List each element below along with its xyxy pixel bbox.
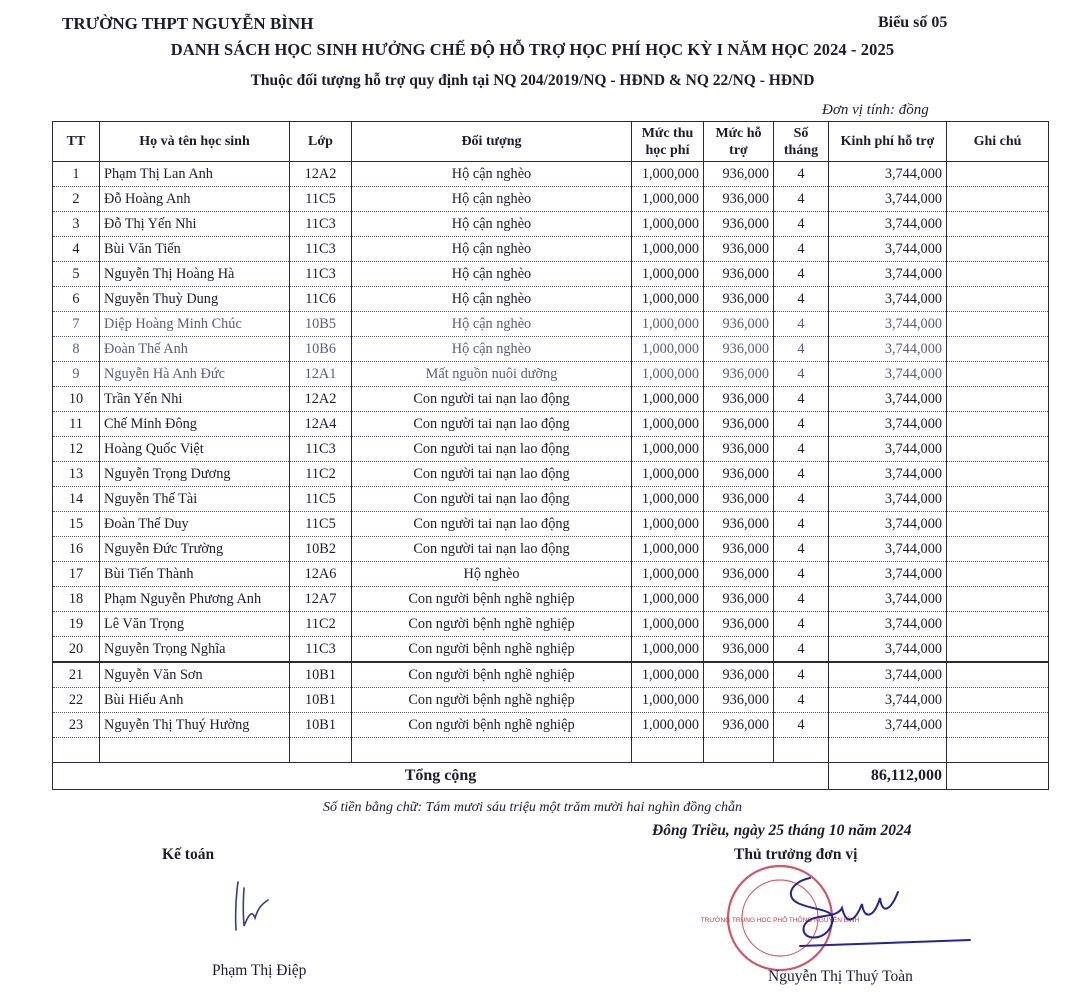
cell-amount: 3,744,000 bbox=[829, 713, 947, 738]
cell-name: Đỗ Hoàng Anh bbox=[100, 187, 290, 212]
cell-category: Hộ cận nghèo bbox=[352, 187, 632, 212]
total-note bbox=[947, 763, 1049, 790]
cell-amount: 3,744,000 bbox=[829, 562, 947, 587]
table-row bbox=[53, 713, 1049, 738]
cell-tt: 19 bbox=[53, 612, 100, 637]
student-support-table bbox=[52, 121, 1049, 790]
cell-fee: 1,000,000 bbox=[632, 162, 704, 187]
cell-months: 4 bbox=[774, 412, 829, 437]
cell-months: 4 bbox=[774, 312, 829, 337]
cell-name: Chế Minh Đông bbox=[100, 412, 290, 437]
cell-note bbox=[947, 362, 1049, 387]
cell-support: 936,000 bbox=[704, 562, 774, 587]
cell-fee: 1,000,000 bbox=[632, 713, 704, 738]
cell-category: Con người tai nạn lao động bbox=[352, 412, 632, 437]
cell-name: Bùi Tiến Thành bbox=[100, 562, 290, 587]
cell-fee: 1,000,000 bbox=[632, 337, 704, 362]
cell-fee: 1,000,000 bbox=[632, 312, 704, 337]
cell-class: 10B1 bbox=[290, 713, 352, 738]
cell-support: 936,000 bbox=[704, 537, 774, 562]
cell-support: 936,000 bbox=[704, 662, 774, 688]
cell-class: 12A2 bbox=[290, 387, 352, 412]
cell-fee: 1,000,000 bbox=[632, 512, 704, 537]
cell-tt: 18 bbox=[53, 587, 100, 612]
cell-amount: 3,744,000 bbox=[829, 337, 947, 362]
cell-tt: 3 bbox=[53, 212, 100, 237]
cell-support: 936,000 bbox=[704, 437, 774, 462]
table-row bbox=[53, 362, 1049, 387]
cell-name: Nguyễn Thế Tài bbox=[100, 487, 290, 512]
school-name: TRƯỜNG THPT NGUYỄN BÌNH bbox=[62, 14, 314, 33]
cell-note bbox=[947, 688, 1049, 713]
stamp-text: TRƯỜNG TRUNG HỌC PHỔ THÔNG NGUYỄN BÌNH bbox=[700, 917, 860, 924]
cell-support: 936,000 bbox=[704, 612, 774, 637]
cell-class: 10B1 bbox=[290, 662, 352, 688]
cell-months: 4 bbox=[774, 237, 829, 262]
header-note: Ghi chú bbox=[947, 122, 1049, 162]
cell-tt: 11 bbox=[53, 412, 100, 437]
cell-support: 936,000 bbox=[704, 587, 774, 612]
table-row bbox=[53, 487, 1049, 512]
cell-amount: 3,744,000 bbox=[829, 662, 947, 688]
cell-tt: 2 bbox=[53, 187, 100, 212]
cell-fee: 1,000,000 bbox=[632, 462, 704, 487]
cell-category: Mất nguồn nuôi dưỡng bbox=[352, 362, 632, 387]
cell-amount: 3,744,000 bbox=[829, 537, 947, 562]
empty-cell bbox=[352, 738, 632, 763]
cell-category: Hộ cận nghèo bbox=[352, 262, 632, 287]
cell-name: Nguyễn Thị Thuý Hường bbox=[100, 713, 290, 738]
cell-note bbox=[947, 512, 1049, 537]
cell-class: 11C3 bbox=[290, 637, 352, 663]
cell-category: Con người bệnh nghề nghiệp bbox=[352, 612, 632, 637]
head-name: Nguyễn Thị Thuý Toàn bbox=[768, 968, 913, 985]
cell-name: Phạm Thị Lan Anh bbox=[100, 162, 290, 187]
table-row bbox=[53, 537, 1049, 562]
cell-fee: 1,000,000 bbox=[632, 212, 704, 237]
cell-months: 4 bbox=[774, 387, 829, 412]
cell-note bbox=[947, 187, 1049, 212]
cell-months: 4 bbox=[774, 562, 829, 587]
cell-category: Con người bệnh nghề nghiệp bbox=[352, 637, 632, 663]
currency-unit: Đơn vị tính: đồng bbox=[822, 102, 929, 118]
cell-support: 936,000 bbox=[704, 212, 774, 237]
table-row bbox=[53, 312, 1049, 337]
cell-name: Hoàng Quốc Việt bbox=[100, 437, 290, 462]
date-line: Đông Triều, ngày 25 tháng 10 năm 2024 bbox=[652, 822, 912, 839]
cell-name: Phạm Nguyễn Phương Anh bbox=[100, 587, 290, 612]
header-tt: TT bbox=[53, 122, 100, 162]
cell-note bbox=[947, 537, 1049, 562]
cell-support: 936,000 bbox=[704, 262, 774, 287]
table-row bbox=[53, 512, 1049, 537]
cell-name: Lê Văn Trọng bbox=[100, 612, 290, 637]
cell-category: Con người tai nạn lao động bbox=[352, 387, 632, 412]
cell-fee: 1,000,000 bbox=[632, 537, 704, 562]
head-signature-icon bbox=[770, 868, 980, 958]
cell-amount: 3,744,000 bbox=[829, 412, 947, 437]
cell-category: Hộ cận nghèo bbox=[352, 212, 632, 237]
cell-amount: 3,744,000 bbox=[829, 587, 947, 612]
cell-fee: 1,000,000 bbox=[632, 562, 704, 587]
cell-class: 12A6 bbox=[290, 562, 352, 587]
cell-category: Hộ cận nghèo bbox=[352, 337, 632, 362]
cell-fee: 1,000,000 bbox=[632, 688, 704, 713]
cell-category: Con người tai nạn lao động bbox=[352, 437, 632, 462]
cell-months: 4 bbox=[774, 537, 829, 562]
cell-class: 10B6 bbox=[290, 337, 352, 362]
cell-class: 11C3 bbox=[290, 262, 352, 287]
cell-months: 4 bbox=[774, 437, 829, 462]
cell-note bbox=[947, 562, 1049, 587]
table-row bbox=[53, 462, 1049, 487]
cell-tt: 4 bbox=[53, 237, 100, 262]
cell-note bbox=[947, 462, 1049, 487]
cell-tt: 1 bbox=[53, 162, 100, 187]
cell-amount: 3,744,000 bbox=[829, 487, 947, 512]
cell-amount: 3,744,000 bbox=[829, 512, 947, 537]
empty-cell bbox=[100, 738, 290, 763]
empty-cell bbox=[632, 738, 704, 763]
empty-cell bbox=[53, 738, 100, 763]
table-row bbox=[53, 262, 1049, 287]
cell-note bbox=[947, 713, 1049, 738]
cell-months: 4 bbox=[774, 512, 829, 537]
cell-note bbox=[947, 587, 1049, 612]
cell-amount: 3,744,000 bbox=[829, 462, 947, 487]
cell-class: 11C5 bbox=[290, 187, 352, 212]
cell-months: 4 bbox=[774, 462, 829, 487]
cell-tt: 16 bbox=[53, 537, 100, 562]
cell-amount: 3,744,000 bbox=[829, 187, 947, 212]
cell-tt: 20 bbox=[53, 637, 100, 663]
cell-tt: 22 bbox=[53, 688, 100, 713]
cell-amount: 3,744,000 bbox=[829, 262, 947, 287]
cell-amount: 3,744,000 bbox=[829, 688, 947, 713]
cell-tt: 7 bbox=[53, 312, 100, 337]
cell-category: Con người tai nạn lao động bbox=[352, 487, 632, 512]
cell-note bbox=[947, 487, 1049, 512]
header-fee: Mức thu học phí bbox=[632, 122, 704, 162]
cell-support: 936,000 bbox=[704, 337, 774, 362]
cell-support: 936,000 bbox=[704, 237, 774, 262]
header-class: Lớp bbox=[290, 122, 352, 162]
cell-tt: 14 bbox=[53, 487, 100, 512]
cell-fee: 1,000,000 bbox=[632, 412, 704, 437]
cell-fee: 1,000,000 bbox=[632, 587, 704, 612]
cell-months: 4 bbox=[774, 362, 829, 387]
cell-fee: 1,000,000 bbox=[632, 637, 704, 663]
cell-tt: 10 bbox=[53, 387, 100, 412]
cell-amount: 3,744,000 bbox=[829, 162, 947, 187]
cell-category: Hộ nghèo bbox=[352, 562, 632, 587]
cell-name: Đoàn Thế Anh bbox=[100, 337, 290, 362]
cell-tt: 15 bbox=[53, 512, 100, 537]
cell-months: 4 bbox=[774, 212, 829, 237]
cell-name: Nguyễn Trọng Nghĩa bbox=[100, 637, 290, 663]
form-number: Biểu số 05 bbox=[878, 14, 948, 31]
cell-fee: 1,000,000 bbox=[632, 237, 704, 262]
header-support: Mức hỗ trợ bbox=[704, 122, 774, 162]
header-amount: Kinh phí hỗ trợ bbox=[829, 122, 947, 162]
cell-class: 11C5 bbox=[290, 487, 352, 512]
cell-support: 936,000 bbox=[704, 412, 774, 437]
cell-class: 12A7 bbox=[290, 587, 352, 612]
cell-note bbox=[947, 437, 1049, 462]
cell-note bbox=[947, 312, 1049, 337]
cell-tt: 5 bbox=[53, 262, 100, 287]
cell-name: Nguyễn Văn Sơn bbox=[100, 662, 290, 688]
cell-name: Đỗ Thị Yến Nhi bbox=[100, 212, 290, 237]
cell-note bbox=[947, 162, 1049, 187]
cell-fee: 1,000,000 bbox=[632, 362, 704, 387]
cell-amount: 3,744,000 bbox=[829, 387, 947, 412]
table-row bbox=[53, 688, 1049, 713]
cell-class: 10B5 bbox=[290, 312, 352, 337]
cell-months: 4 bbox=[774, 662, 829, 688]
cell-name: Đoàn Thế Duy bbox=[100, 512, 290, 537]
cell-name: Bùi Hiếu Anh bbox=[100, 688, 290, 713]
cell-class: 10B1 bbox=[290, 688, 352, 713]
cell-name: Nguyễn Trọng Dương bbox=[100, 462, 290, 487]
cell-category: Con người bệnh nghề nghiệp bbox=[352, 662, 632, 688]
cell-tt: 6 bbox=[53, 287, 100, 312]
cell-support: 936,000 bbox=[704, 713, 774, 738]
cell-months: 4 bbox=[774, 587, 829, 612]
cell-name: Bùi Văn Tiến bbox=[100, 237, 290, 262]
cell-support: 936,000 bbox=[704, 362, 774, 387]
total-row bbox=[53, 763, 1049, 790]
cell-note bbox=[947, 612, 1049, 637]
cell-category: Con người tai nạn lao động bbox=[352, 537, 632, 562]
accountant-name: Phạm Thị Điệp bbox=[212, 962, 307, 979]
header-months: Số tháng bbox=[774, 122, 829, 162]
total-label: Tổng cộng bbox=[53, 763, 829, 790]
table-row bbox=[53, 387, 1049, 412]
cell-class: 11C3 bbox=[290, 437, 352, 462]
cell-amount: 3,744,000 bbox=[829, 312, 947, 337]
cell-category: Con người bệnh nghề nghiệp bbox=[352, 688, 632, 713]
table-row bbox=[53, 237, 1049, 262]
empty-cell bbox=[290, 738, 352, 763]
cell-months: 4 bbox=[774, 612, 829, 637]
table-row bbox=[53, 412, 1049, 437]
table-row bbox=[53, 187, 1049, 212]
cell-class: 11C3 bbox=[290, 237, 352, 262]
cell-support: 936,000 bbox=[704, 512, 774, 537]
cell-amount: 3,744,000 bbox=[829, 237, 947, 262]
cell-note bbox=[947, 337, 1049, 362]
cell-note bbox=[947, 387, 1049, 412]
cell-months: 4 bbox=[774, 187, 829, 212]
cell-months: 4 bbox=[774, 688, 829, 713]
empty-cell bbox=[774, 738, 829, 763]
cell-tt: 17 bbox=[53, 562, 100, 587]
table-row bbox=[53, 562, 1049, 587]
cell-note bbox=[947, 287, 1049, 312]
cell-support: 936,000 bbox=[704, 187, 774, 212]
cell-class: 11C5 bbox=[290, 512, 352, 537]
empty-cell bbox=[829, 738, 947, 763]
cell-class: 12A4 bbox=[290, 412, 352, 437]
cell-category: Hộ cận nghèo bbox=[352, 312, 632, 337]
cell-name: Nguyễn Thuỳ Dung bbox=[100, 287, 290, 312]
cell-support: 936,000 bbox=[704, 387, 774, 412]
table-row bbox=[53, 662, 1049, 688]
cell-class: 11C3 bbox=[290, 212, 352, 237]
cell-amount: 3,744,000 bbox=[829, 637, 947, 663]
cell-support: 936,000 bbox=[704, 462, 774, 487]
table-row bbox=[53, 337, 1049, 362]
cell-tt: 9 bbox=[53, 362, 100, 387]
cell-amount: 3,744,000 bbox=[829, 362, 947, 387]
cell-months: 4 bbox=[774, 713, 829, 738]
cell-fee: 1,000,000 bbox=[632, 437, 704, 462]
cell-support: 936,000 bbox=[704, 287, 774, 312]
cell-class: 11C2 bbox=[290, 612, 352, 637]
cell-amount: 3,744,000 bbox=[829, 287, 947, 312]
empty-cell bbox=[704, 738, 774, 763]
table-header-row bbox=[53, 122, 1049, 162]
document-subtitle: Thuộc đối tượng hỗ trợ quy định tại NQ 204/2019/NQ - HĐND & NQ 22/NQ - HĐND bbox=[250, 72, 815, 89]
cell-category: Con người bệnh nghề nghiệp bbox=[352, 713, 632, 738]
table-body bbox=[53, 162, 1049, 790]
cell-fee: 1,000,000 bbox=[632, 387, 704, 412]
accountant-title: Kế toán bbox=[162, 846, 215, 863]
blank-row bbox=[53, 738, 1049, 763]
cell-support: 936,000 bbox=[704, 637, 774, 663]
table-row bbox=[53, 437, 1049, 462]
cell-amount: 3,744,000 bbox=[829, 212, 947, 237]
cell-fee: 1,000,000 bbox=[632, 287, 704, 312]
table-row bbox=[53, 587, 1049, 612]
cell-class: 12A1 bbox=[290, 362, 352, 387]
cell-note bbox=[947, 637, 1049, 663]
amount-in-words: Số tiền bằng chữ: Tám mươi sáu triệu một trăm mười hai nghìn đồng chẵn bbox=[323, 800, 742, 815]
cell-months: 4 bbox=[774, 637, 829, 663]
cell-amount: 3,744,000 bbox=[829, 612, 947, 637]
total-amount: 86,112,000 bbox=[829, 763, 947, 790]
header-category: Đối tượng bbox=[352, 122, 632, 162]
cell-note bbox=[947, 412, 1049, 437]
cell-months: 4 bbox=[774, 487, 829, 512]
cell-fee: 1,000,000 bbox=[632, 187, 704, 212]
cell-tt: 8 bbox=[53, 337, 100, 362]
cell-months: 4 bbox=[774, 162, 829, 187]
document-title: DANH SÁCH HỌC SINH HƯỞNG CHẾ ĐỘ HỖ TRỢ HỌC PHÍ HỌC KỲ I NĂM HỌC 2024 - 2025 bbox=[170, 40, 895, 59]
cell-class: 12A2 bbox=[290, 162, 352, 187]
empty-cell bbox=[947, 738, 1049, 763]
cell-class: 11C6 bbox=[290, 287, 352, 312]
cell-months: 4 bbox=[774, 337, 829, 362]
cell-category: Hộ cận nghèo bbox=[352, 162, 632, 187]
table-row bbox=[53, 162, 1049, 187]
table-row bbox=[53, 212, 1049, 237]
cell-fee: 1,000,000 bbox=[632, 662, 704, 688]
cell-category: Con người bệnh nghề nghiệp bbox=[352, 587, 632, 612]
cell-category: Con người tai nạn lao động bbox=[352, 512, 632, 537]
cell-category: Hộ cận nghèo bbox=[352, 287, 632, 312]
cell-note bbox=[947, 662, 1049, 688]
cell-months: 4 bbox=[774, 287, 829, 312]
cell-note bbox=[947, 212, 1049, 237]
cell-name: Trần Yến Nhi bbox=[100, 387, 290, 412]
cell-fee: 1,000,000 bbox=[632, 487, 704, 512]
cell-support: 936,000 bbox=[704, 312, 774, 337]
cell-note bbox=[947, 237, 1049, 262]
cell-name: Diệp Hoàng Minh Chúc bbox=[100, 312, 290, 337]
cell-category: Hộ cận nghèo bbox=[352, 237, 632, 262]
cell-amount: 3,744,000 bbox=[829, 437, 947, 462]
cell-name: Nguyễn Thị Hoàng Hà bbox=[100, 262, 290, 287]
cell-note bbox=[947, 262, 1049, 287]
cell-support: 936,000 bbox=[704, 688, 774, 713]
cell-tt: 21 bbox=[53, 662, 100, 688]
cell-name: Nguyễn Hà Anh Đức bbox=[100, 362, 290, 387]
cell-class: 11C2 bbox=[290, 462, 352, 487]
cell-class: 10B2 bbox=[290, 537, 352, 562]
cell-name: Nguyễn Đức Trường bbox=[100, 537, 290, 562]
cell-months: 4 bbox=[774, 262, 829, 287]
cell-tt: 23 bbox=[53, 713, 100, 738]
cell-tt: 13 bbox=[53, 462, 100, 487]
cell-support: 936,000 bbox=[704, 162, 774, 187]
cell-support: 936,000 bbox=[704, 487, 774, 512]
cell-fee: 1,000,000 bbox=[632, 612, 704, 637]
table-row bbox=[53, 637, 1049, 663]
cell-category: Con người tai nạn lao động bbox=[352, 462, 632, 487]
table-row bbox=[53, 287, 1049, 312]
header-name: Họ và tên học sinh bbox=[100, 122, 290, 162]
accountant-signature-icon bbox=[222, 874, 282, 934]
head-title: Thủ trưởng đơn vị bbox=[734, 846, 858, 863]
cell-fee: 1,000,000 bbox=[632, 262, 704, 287]
table-row bbox=[53, 612, 1049, 637]
cell-tt: 12 bbox=[53, 437, 100, 462]
